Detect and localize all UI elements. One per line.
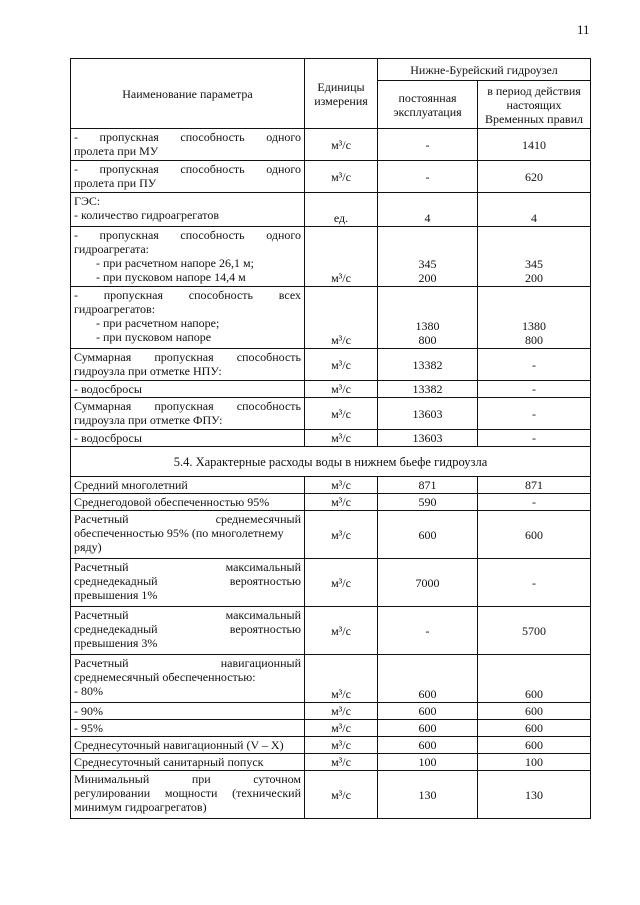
table-row: [71, 737, 591, 754]
row-const: 13382: [378, 381, 478, 398]
row-unit: м³/с: [305, 161, 378, 193]
row-name: Среднесуточный навигационный (V – X): [71, 737, 305, 754]
table-row: [71, 511, 591, 559]
row-temp: 871: [478, 477, 591, 494]
row-unit: м³/с: [305, 227, 378, 287]
row-unit: м³/с: [305, 494, 378, 511]
row-const: -: [378, 129, 478, 161]
table-row: [71, 129, 591, 161]
section-row: [71, 447, 591, 477]
parameters-table: [70, 58, 591, 819]
row-temp: 600: [478, 737, 591, 754]
row-temp: 4: [478, 193, 591, 227]
row-temp: 130: [478, 771, 591, 819]
page-number: 11: [577, 22, 590, 37]
row-unit: м³/с: [305, 607, 378, 655]
table-row: [71, 494, 591, 511]
row-unit: м³/с: [305, 477, 378, 494]
row-unit: ед.: [305, 193, 378, 227]
row-name: Расчетный навигационный среднемесячный обеспеченностью: - 80%: [71, 655, 305, 703]
header-param: Наименование параметра: [71, 59, 305, 129]
table-row: [71, 349, 591, 381]
row-temp: 5700: [478, 607, 591, 655]
row-temp: -: [478, 494, 591, 511]
row-const: 345 200: [378, 227, 478, 287]
row-temp: -: [478, 559, 591, 607]
table-row: [71, 655, 591, 703]
row-name: - водосбросы: [71, 381, 305, 398]
row-name: Расчетный максимальный среднедекадный вероятностью превышения 3%: [71, 607, 305, 655]
header-group: Нижне-Бурейский гидроузел: [378, 59, 591, 81]
row-unit: м³/с: [305, 511, 378, 559]
table-row: [71, 193, 591, 227]
row-temp: 1410: [478, 129, 591, 161]
row-const: -: [378, 607, 478, 655]
row-unit: м³/с: [305, 381, 378, 398]
table-row: [71, 754, 591, 771]
row-unit: м³/с: [305, 129, 378, 161]
row-name: - пропускная способность всех гидроагрегатов: - при расчетном напоре; - при пусковом напоре: [71, 287, 305, 349]
table-row: [71, 703, 591, 720]
row-name: Суммарная пропускная способность гидроузла при отметке ФПУ:: [71, 398, 305, 430]
row-unit: м³/с: [305, 430, 378, 447]
row-temp: 600: [478, 720, 591, 737]
row-const: 100: [378, 754, 478, 771]
header-units: Единицы измерения: [305, 59, 378, 129]
row-unit: м³/с: [305, 737, 378, 754]
section-title: 5.4. Характерные расходы воды в нижнем бьефе гидроузла: [71, 447, 591, 477]
table-row: [71, 227, 591, 287]
row-unit: м³/с: [305, 771, 378, 819]
row-unit: м³/с: [305, 559, 378, 607]
row-const: 600: [378, 720, 478, 737]
table-row: [71, 720, 591, 737]
row-const: 600: [378, 703, 478, 720]
row-const: 590: [378, 494, 478, 511]
table-row: [71, 381, 591, 398]
header-row: [71, 59, 591, 81]
table-row: [71, 161, 591, 193]
row-temp: 620: [478, 161, 591, 193]
row-const: 1380 800: [378, 287, 478, 349]
row-const: 13382: [378, 349, 478, 381]
row-name: Минимальный при суточном регулировании мощности (технический минимум гидроагрегатов): [71, 771, 305, 819]
row-const: -: [378, 161, 478, 193]
table-row: [71, 398, 591, 430]
row-name: - пропускная способность одного пролета при МУ: [71, 129, 305, 161]
row-const: 600: [378, 737, 478, 754]
row-unit: м³/с: [305, 287, 378, 349]
row-temp: 600: [478, 703, 591, 720]
row-name: Среднегодовой обеспеченностью 95%: [71, 494, 305, 511]
row-name: ГЭС: - количество гидроагрегатов: [71, 193, 305, 227]
row-unit: м³/с: [305, 720, 378, 737]
row-unit: м³/с: [305, 754, 378, 771]
row-temp: -: [478, 398, 591, 430]
row-temp: 345 200: [478, 227, 591, 287]
row-temp: 100: [478, 754, 591, 771]
row-name: - 95%: [71, 720, 305, 737]
row-const: 130: [378, 771, 478, 819]
row-name: - водосбросы: [71, 430, 305, 447]
row-const: 871: [378, 477, 478, 494]
row-name: Расчетный среднемесячный обеспеченностью 95% (по многолетнему ряду): [71, 511, 305, 559]
row-unit: м³/с: [305, 349, 378, 381]
row-temp: -: [478, 349, 591, 381]
row-name: Суммарная пропускная способность гидроузла при отметке НПУ:: [71, 349, 305, 381]
row-const: 13603: [378, 398, 478, 430]
table-row: [71, 477, 591, 494]
row-name: - пропускная способность одного пролета при ПУ: [71, 161, 305, 193]
row-temp: 1380 800: [478, 287, 591, 349]
row-const: 13603: [378, 430, 478, 447]
row-name: Расчетный максимальный среднедекадный вероятностью превышения 1%: [71, 559, 305, 607]
table-row: [71, 430, 591, 447]
row-unit: м³/с: [305, 655, 378, 703]
row-name: Среднесуточный санитарный попуск: [71, 754, 305, 771]
row-temp: -: [478, 381, 591, 398]
row-temp: 600: [478, 511, 591, 559]
header-const: постоянная эксплуатация: [378, 81, 478, 129]
table-row: [71, 559, 591, 607]
table-row: [71, 771, 591, 819]
header-temp: в период действия настоящих Временных правил: [478, 81, 591, 129]
row-const: 4: [378, 193, 478, 227]
row-unit: м³/с: [305, 703, 378, 720]
row-name: - 90%: [71, 703, 305, 720]
row-const: 600: [378, 511, 478, 559]
row-const: 600: [378, 655, 478, 703]
table-row: [71, 287, 591, 349]
row-temp: -: [478, 430, 591, 447]
row-name: - пропускная способность одного гидроагрегата: - при расчетном напоре 26,1 м; - при пусковом напоре 14,4 м: [71, 227, 305, 287]
row-name: Средний многолетний: [71, 477, 305, 494]
row-temp: 600: [478, 655, 591, 703]
table-row: [71, 607, 591, 655]
row-const: 7000: [378, 559, 478, 607]
row-unit: м³/с: [305, 398, 378, 430]
